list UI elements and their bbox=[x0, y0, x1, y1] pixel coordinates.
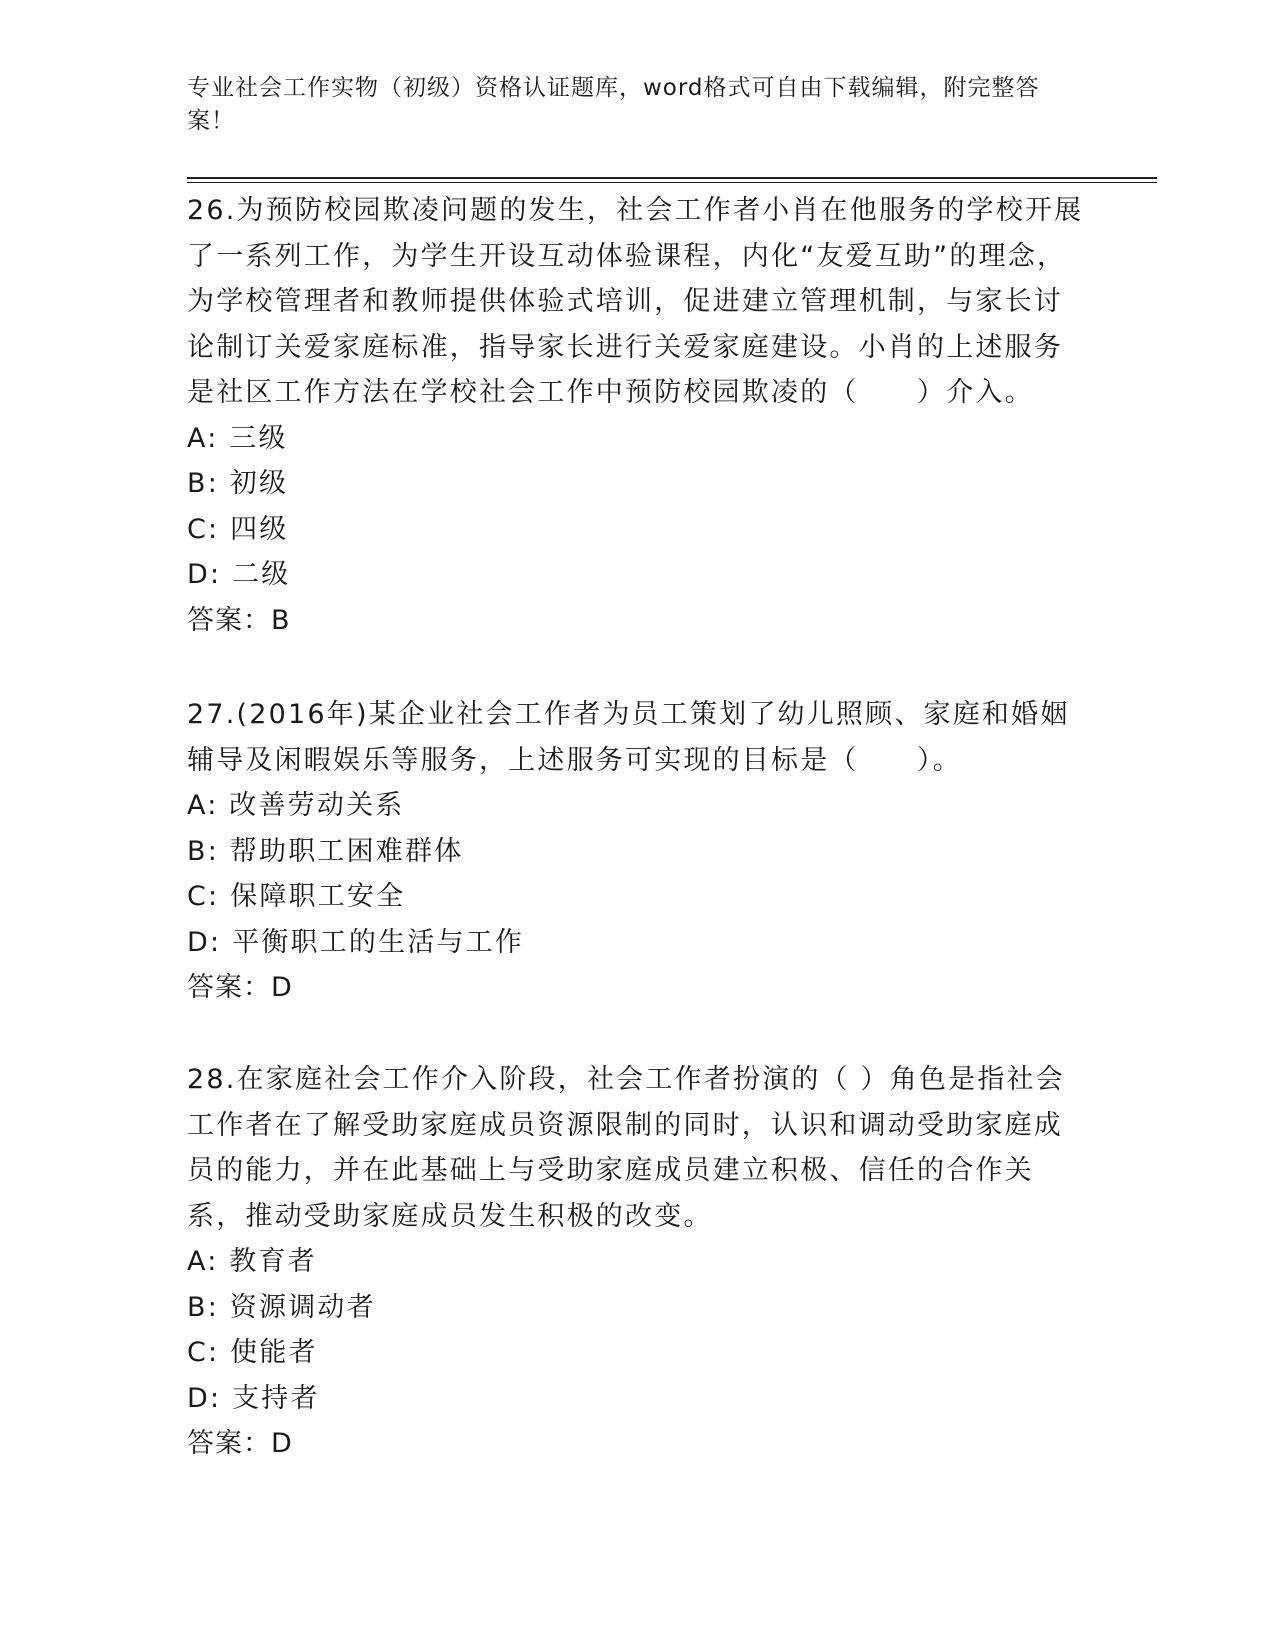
question-27 bbox=[187, 692, 1157, 1011]
option-b: B: 帮助职工困难群体 bbox=[187, 835, 464, 867]
option-c: C: 保障职工安全 bbox=[187, 881, 406, 912]
option-a: A: 改善劳动关系 bbox=[187, 790, 405, 821]
option-a: A: 三级 bbox=[187, 422, 288, 454]
answer-label: 答案：B bbox=[187, 604, 291, 636]
option-a: A: 教育者 bbox=[187, 1246, 317, 1277]
document-header: 专业社会工作实物（初级）资格认证题库，word格式可自由下载编辑，附完整答案！ bbox=[187, 75, 1040, 134]
option-b: B: 资源调动者 bbox=[187, 1291, 376, 1323]
option-d: D: 支持者 bbox=[187, 1382, 320, 1414]
answer-label: 答案：D bbox=[187, 972, 293, 1003]
option-d: D: 平衡职工的生活与工作 bbox=[187, 926, 525, 958]
question-stem: 26.为预防校园欺凌问题的发生，社会工作者小肖在他服务的学校开展了一系列工作，为学生开设互动体验课程，内化“友爱互助”的理念，为学校管理者和教师提供体验式培训，促进建立管理机制，与家长讨论制订关爱家庭标准，指导家长进行关爱家庭建设。小肖的上述服务是社区工作方法在学校社会工作中预防校园欺凌的（ ）介入。 bbox=[187, 195, 1084, 408]
document-page bbox=[187, 0, 1157, 1650]
option-c: C: 使能者 bbox=[187, 1337, 318, 1368]
header-divider bbox=[187, 177, 1157, 183]
option-d: D: 二级 bbox=[187, 559, 291, 590]
question-26 bbox=[187, 188, 1157, 643]
question-28 bbox=[187, 1057, 1157, 1467]
question-stem: 28.在家庭社会工作介入阶段，社会工作者扮演的（ ）角色是指社会工作者在了解受助家庭成员资源限制的同时，认识和调动受助家庭成员的能力，并在此基础上与受助家庭成员建立积极、信任的合作关系，推动受助家庭成员发生积极的改变。 bbox=[187, 1064, 1065, 1232]
answer-label: 答案：D bbox=[187, 1428, 293, 1459]
option-c: C: 四级 bbox=[187, 513, 289, 545]
option-b: B: 初级 bbox=[187, 468, 289, 499]
question-stem: 27.(2016年)某企业社会工作者为员工策划了幼儿照顾、家庭和婚姻辅导及闲暇娱乐等服务，上述服务可实现的目标是（ ）。 bbox=[187, 699, 1070, 776]
